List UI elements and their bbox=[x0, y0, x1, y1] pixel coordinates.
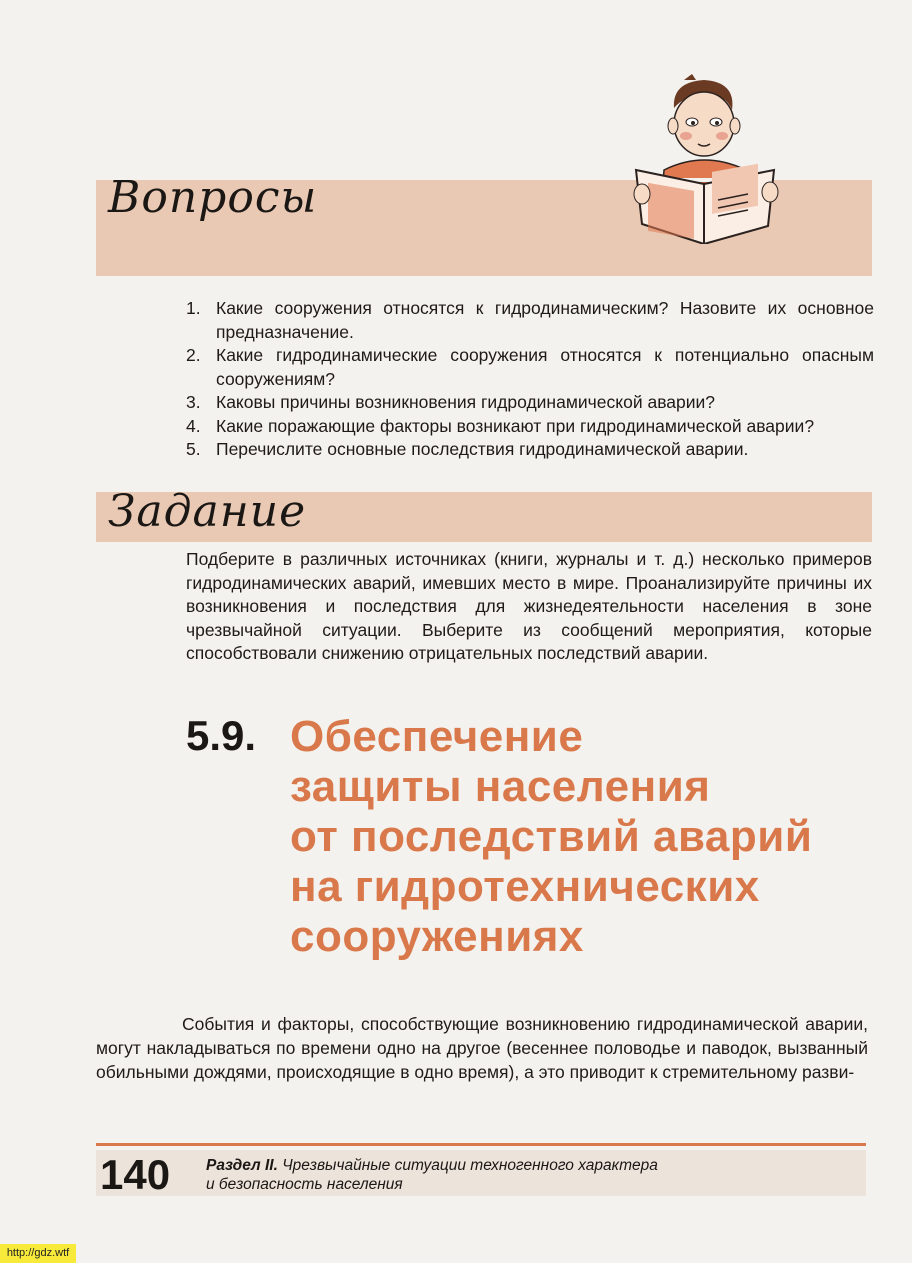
boy-reading-book-illustration bbox=[632, 74, 782, 244]
footer-section-label: Раздел II. bbox=[206, 1157, 278, 1174]
section-title-line: защиты населения bbox=[290, 762, 711, 811]
footer-section-title-line2: и безопасность населения bbox=[206, 1176, 403, 1193]
question-text: Перечислите основные последствия гидродинамической аварии. bbox=[216, 439, 749, 459]
question-number: 3. bbox=[186, 392, 201, 412]
questions-heading: Вопросы bbox=[108, 172, 318, 223]
question-number: 2. bbox=[186, 345, 201, 365]
section-title-line: сооружениях bbox=[290, 912, 584, 961]
question-number: 5. bbox=[186, 439, 201, 459]
section-number: 5.9. bbox=[186, 712, 257, 759]
question-text: Каковы причины возникновения гидродинамической аварии? bbox=[216, 392, 716, 412]
question-item bbox=[186, 391, 874, 415]
question-text: Какие сооружения относятся к гидродинамическим? Назовите их основное предназначение. bbox=[216, 298, 874, 342]
watermark-link[interactable]: http://gdz.wtf bbox=[0, 1244, 76, 1263]
question-item bbox=[186, 438, 874, 462]
section-title-line: от последствий аварий bbox=[290, 812, 813, 861]
question-text: Какие поражающие факторы возникают при гидродинамической аварии? bbox=[216, 415, 815, 436]
question-number: 4. bbox=[186, 415, 201, 436]
body-paragraph: События и факторы, способствующие возникновению гидродинамической аварии, могут накладываться по времени одно на другое (весеннее половодье и паводок, вызванный обильными дождями, происходящие в одно время), а это приводит к стремительному разви- bbox=[96, 1014, 868, 1082]
question-item bbox=[186, 344, 874, 391]
footer-running-title bbox=[206, 1156, 658, 1194]
questions-list bbox=[186, 297, 874, 462]
task-heading: Задание bbox=[108, 486, 307, 537]
question-number: 1. bbox=[186, 298, 201, 318]
question-item bbox=[186, 297, 874, 344]
footer-section-title-line1: Чрезвычайные ситуации техногенного характера bbox=[282, 1157, 658, 1174]
question-item bbox=[186, 415, 874, 439]
footer-divider bbox=[96, 1143, 866, 1146]
section-title bbox=[290, 712, 890, 962]
page-number: 140 bbox=[100, 1151, 171, 1198]
section-title-line: на гидротехнических bbox=[290, 862, 760, 911]
question-text: Какие гидродинамические сооружения относятся к потенциально опасным сооружениям? bbox=[216, 345, 874, 389]
section-title-line: Обеспечение bbox=[290, 712, 584, 761]
task-text: Подберите в различных источниках (книги, журналы и т. д.) несколько примеров гидродинамических аварий, имевших место в мире. Проанализируйте причины их возникновения и последствия для жизнедеятельности населения в зоне чрезвычайной ситуации. Выберите из сообщений мероприятия, которые способствовали снижению отрицательных последствий аварии. bbox=[186, 549, 872, 663]
